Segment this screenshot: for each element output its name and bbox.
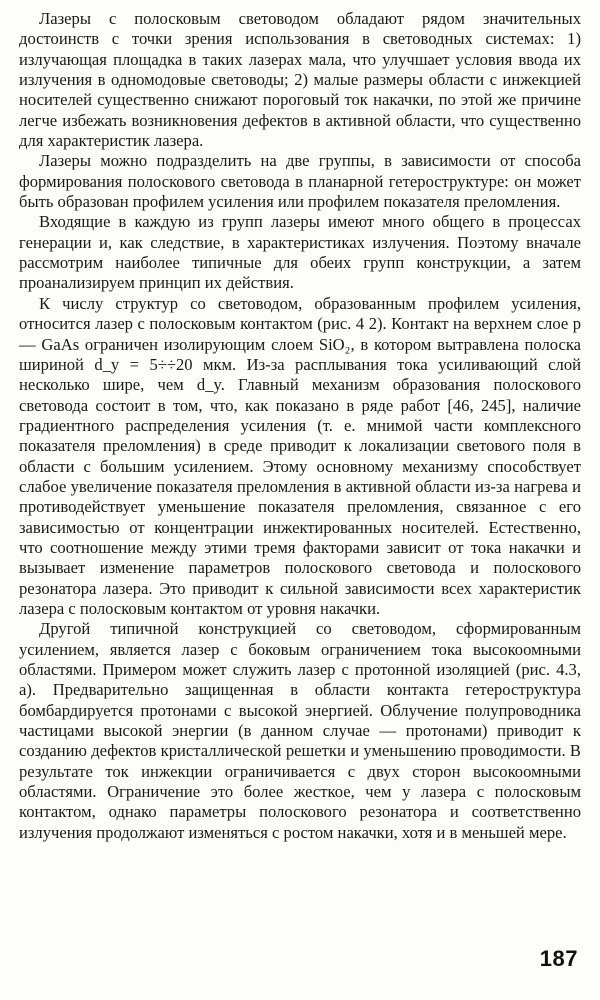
paragraph-5: Другой типичной конструкцией со световодом, сформированным усилением, является лазер с боковым ограничением тока высокоомными областями. Примером может служить лазер с протонной изоляцией (рис. 4.3, а). Предварительно защищенная в области контакта гетероструктура бомбардируется протонами с высокой энергией. Облучение полупроводника частицами высокой энергии (в данном случае — протонами) приводит к созданию дефектов кристаллической решетки и уменьшению проводимости. В результате ток инжекции ограничивается с двух сторон высокоомными областями. Ограничение это более жесткое, чем у лазера с полосковым контактом, однако параметры полоскового резонатора и соответственно излучения продолжают изменяться с ростом накачки, хотя и в меньшей мере. [19,619,581,842]
paragraph-4: К числу структур со световодом, образованным профилем усиления, относится лазер с полосковым контактом (рис. 4 2). Контакт на верхнем слое p — GaAs ограничен изолирующим слоем SiO₂, в котором вытравлена полоска шириной d_y = 5÷÷20 мкм. Из-за расплывания тока усиливающий слой несколько шире, чем d_y. Главный механизм образования полоскового световода состоит в том, что, как показано в ряде работ [46, 245], наличие градиентного распределения усиления (т. е. мнимой части комплексного показателя преломления) в среде приводит к локализации светового поля в области с большим усилением. Этому основному механизму способствует слабое увеличение показателя преломления в активной области из-за нагрева и противодействует уменьшение показателя преломления, связанное с его зависимостью от концентрации инжектированных носителей. Естественно, что соотношение между этими тремя факторами зависит от тока накачки и вызывает изменение параметров полоскового световода и полоскового резонатора лазера. Это приводит к сильной зависимости всех характеристик лазера с полосковым контактом от уровня накачки. [19,293,581,618]
paragraph-1: Лазеры с полосковым световодом обладают рядом значительных достоинств с точки зрения использования в световодных системах: 1) излучающая площадка в таких лазерах мала, что улучшает условия ввода их излучения в одномодовые световоды; 2) малые размеры области с инжекцией носителей существенно снижают пороговый ток накачки, по этой же причине легче избежать возникновения дефектов в активной области, что существенно для характеристик лазера. [19,9,581,151]
paragraph-3: Входящие в каждую из групп лазеры имеют много общего в процессах генерации и, как следствие, в характеристиках излучения. Поэтому вначале рассмотрим наиболее типичные для обеих групп конструкции, а затем проанализируем принцип их действия. [19,212,581,293]
page-number: 187 [539,946,578,971]
paragraph-2: Лазеры можно подразделить на две группы, в зависимости от способа формирования полоскового световода в планарной гетероструктуре: он может быть образован профилем усиления или профилем показателя преломления. [19,151,581,212]
body-text [19,9,581,843]
